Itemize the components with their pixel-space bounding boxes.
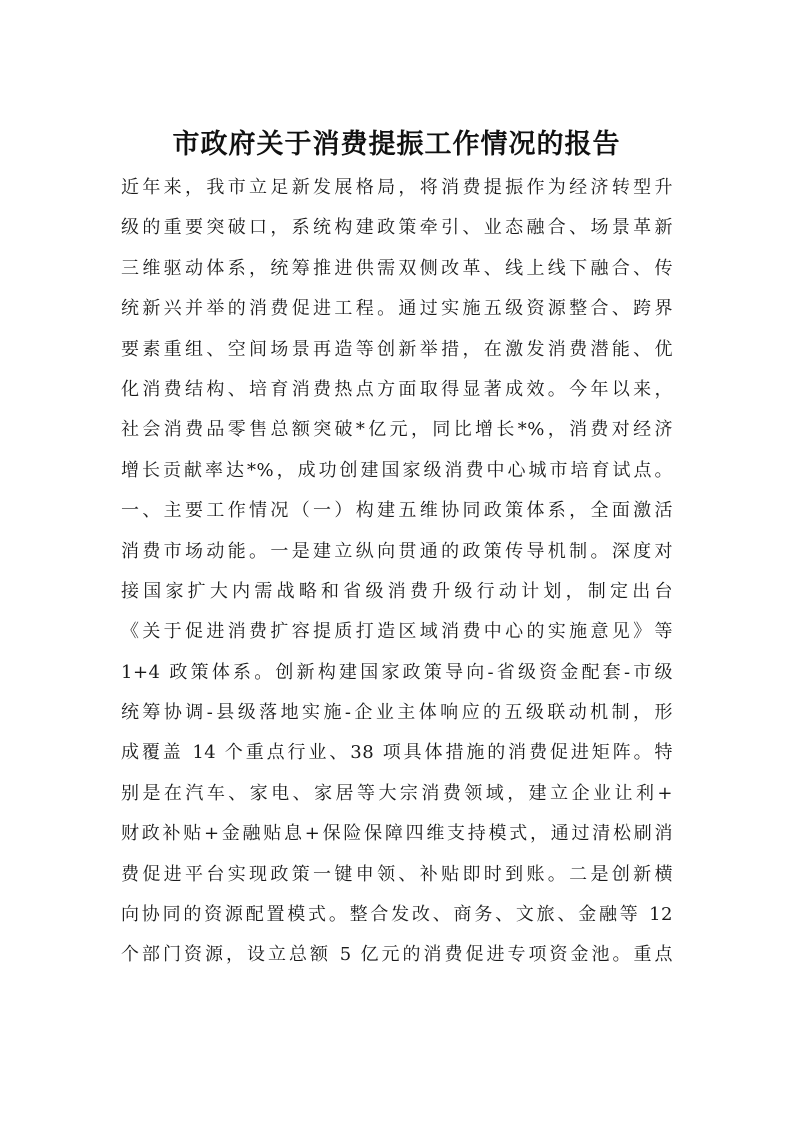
body-line-17: 财政补贴+金融贴息+保险保障四维支持模式，通过清松刷消 [121, 823, 673, 845]
body-line-10: 消费市场动能。一是建立纵向贯通的政策传导机制。深度对 [121, 540, 673, 562]
body-line-16: 别是在汽车、家电、家居等大宗消费领域，建立企业让利+ [121, 782, 673, 804]
body-line-13: 1+4 政策体系。创新构建国家政策导向-省级资金配套-市级 [121, 661, 673, 683]
body-line-14: 统筹协调-县级落地实施-企业主体响应的五级联动机制，形 [121, 702, 673, 724]
body-line-11: 接国家扩大内需战略和省级消费升级行动计划，制定出台 [121, 580, 673, 602]
body-line-15: 成覆盖 14 个重点行业、38 项具体措施的消费促进矩阵。特 [121, 742, 673, 764]
body-line-6: 化消费结构、培育消费热点方面取得显著成效。今年以来， [121, 378, 673, 400]
body-line-18: 费促进平台实现政策一键申领、补贴即时到账。二是创新横 [121, 863, 673, 885]
body-line-19: 向协同的资源配置模式。整合发改、商务、文旅、金融等 12 [121, 904, 673, 926]
body-line-4: 统新兴并举的消费促进工程。通过实施五级资源整合、跨界 [121, 298, 673, 320]
body-line-20: 个部门资源，设立总额 5 亿元的消费促进专项资金池。重点 [121, 944, 673, 966]
body-line-2: 级的重要突破口，系统构建政策牵引、业态融合、场景革新 [121, 217, 673, 239]
body-line-9: 一、主要工作情况（一）构建五维协同政策体系，全面激活 [121, 500, 673, 522]
body-line-7: 社会消费品零售总额突破*亿元，同比增长*%，消费对经济 [121, 419, 673, 441]
body-line-8: 增长贡献率达*%，成功创建国家级消费中心城市培育试点。 [121, 459, 673, 481]
body-line-12: 《关于促进消费扩容提质打造区域消费中心的实施意见》等 [121, 621, 673, 643]
body-line-5: 要素重组、空间场景再造等创新举措，在激发消费潜能、优 [121, 338, 673, 360]
body-line-3: 三维驱动体系，统筹推进供需双侧改革、线上线下融合、传 [121, 257, 673, 279]
document-body [121, 168, 673, 976]
body-line-1: 近年来，我市立足新发展格局，将消费提振作为经济转型升 [121, 177, 673, 198]
document-title: 市政府关于消费提振工作情况的报告 [172, 129, 621, 160]
